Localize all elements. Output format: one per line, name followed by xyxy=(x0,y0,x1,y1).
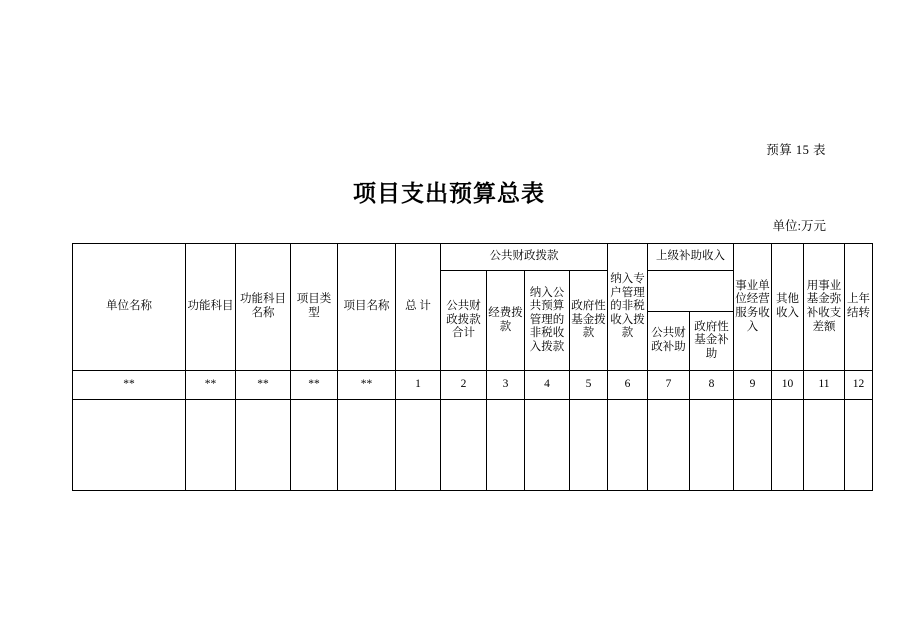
cell-function-subject-name xyxy=(236,400,291,491)
cell-public-finance-allocation-total xyxy=(441,400,487,491)
header-government-fund-allocation: 政府性基金拨款 xyxy=(570,271,608,371)
header-superior-subsidy-income: 上级补助收入 xyxy=(648,244,734,271)
cell-non-tax-into-public-budget xyxy=(525,400,570,491)
header-public-finance-allocation-total: 公共财政拨款合计 xyxy=(441,271,487,371)
header-unit-name: 单位名称 xyxy=(73,244,186,371)
header-function-subject: 功能科目 xyxy=(186,244,236,371)
form-code-label: 预算 15 表 xyxy=(766,143,826,157)
header-other-income: 其他收入 xyxy=(772,244,804,371)
cell-special-account-non-tax: 6 xyxy=(608,371,648,400)
cell-business-unit-service-income: 9 xyxy=(734,371,772,400)
header-special-account-non-tax: 纳入专户管理的非税收入拨款 xyxy=(608,244,648,371)
cell-fund-balance-offset xyxy=(804,400,845,491)
cell-project-name xyxy=(338,400,396,491)
table-header-row-1 xyxy=(73,244,873,271)
header-fund-balance-offset: 用事业基金弥补收支差额 xyxy=(804,244,845,371)
cell-special-account-non-tax xyxy=(608,400,648,491)
cell-superior-public-finance-subsidy: 7 xyxy=(648,371,690,400)
header-superior-government-fund-subsidy: 政府性基金补助 xyxy=(690,312,734,371)
cell-unit-name xyxy=(73,400,186,491)
cell-fund-balance-offset: 11 xyxy=(804,371,845,400)
cell-function-subject: ** xyxy=(186,371,236,400)
header-total: 总 计 xyxy=(396,244,441,371)
header-function-subject-name: 功能科目名称 xyxy=(236,244,291,371)
cell-public-finance-allocation-total: 2 xyxy=(441,371,487,400)
cell-operating-allocation xyxy=(487,400,525,491)
cell-function-subject-name: ** xyxy=(236,371,291,400)
header-project-name: 项目名称 xyxy=(338,244,396,371)
header-non-tax-into-public-budget: 纳入公共预算管理的非税收入拨款 xyxy=(525,271,570,371)
cell-last-year-carryover: 12 xyxy=(845,371,873,400)
page-title: 项目支出预算总表 xyxy=(353,181,545,206)
cell-government-fund-allocation: 5 xyxy=(570,371,608,400)
header-project-type: 项目类型 xyxy=(291,244,338,371)
cell-other-income: 10 xyxy=(772,371,804,400)
cell-function-subject xyxy=(186,400,236,491)
cell-unit-name: ** xyxy=(73,371,186,400)
header-superior-subsidy-spacer xyxy=(648,271,734,312)
cell-total: 1 xyxy=(396,371,441,400)
cell-superior-public-finance-subsidy xyxy=(648,400,690,491)
cell-superior-government-fund-subsidy: 8 xyxy=(690,371,734,400)
unit-note-label: 单位:万元 xyxy=(772,219,826,233)
cell-project-type xyxy=(291,400,338,491)
cell-project-type: ** xyxy=(291,371,338,400)
cell-superior-government-fund-subsidy xyxy=(690,400,734,491)
cell-non-tax-into-public-budget: 4 xyxy=(525,371,570,400)
cell-other-income xyxy=(772,400,804,491)
header-superior-public-finance-subsidy: 公共财政补助 xyxy=(648,312,690,371)
cell-last-year-carryover xyxy=(845,400,873,491)
cell-total xyxy=(396,400,441,491)
header-last-year-carryover: 上年结转 xyxy=(845,244,873,371)
cell-project-name: ** xyxy=(338,371,396,400)
header-business-unit-service-income: 事业单位经营服务收入 xyxy=(734,244,772,371)
table-row xyxy=(73,400,873,491)
header-operating-allocation: 经费拨款 xyxy=(487,271,525,371)
project-expenditure-budget-table xyxy=(72,243,873,491)
cell-business-unit-service-income xyxy=(734,400,772,491)
cell-government-fund-allocation xyxy=(570,400,608,491)
cell-operating-allocation: 3 xyxy=(487,371,525,400)
header-public-finance-allocation: 公共财政拨款 xyxy=(441,244,608,271)
table-row xyxy=(73,371,873,400)
